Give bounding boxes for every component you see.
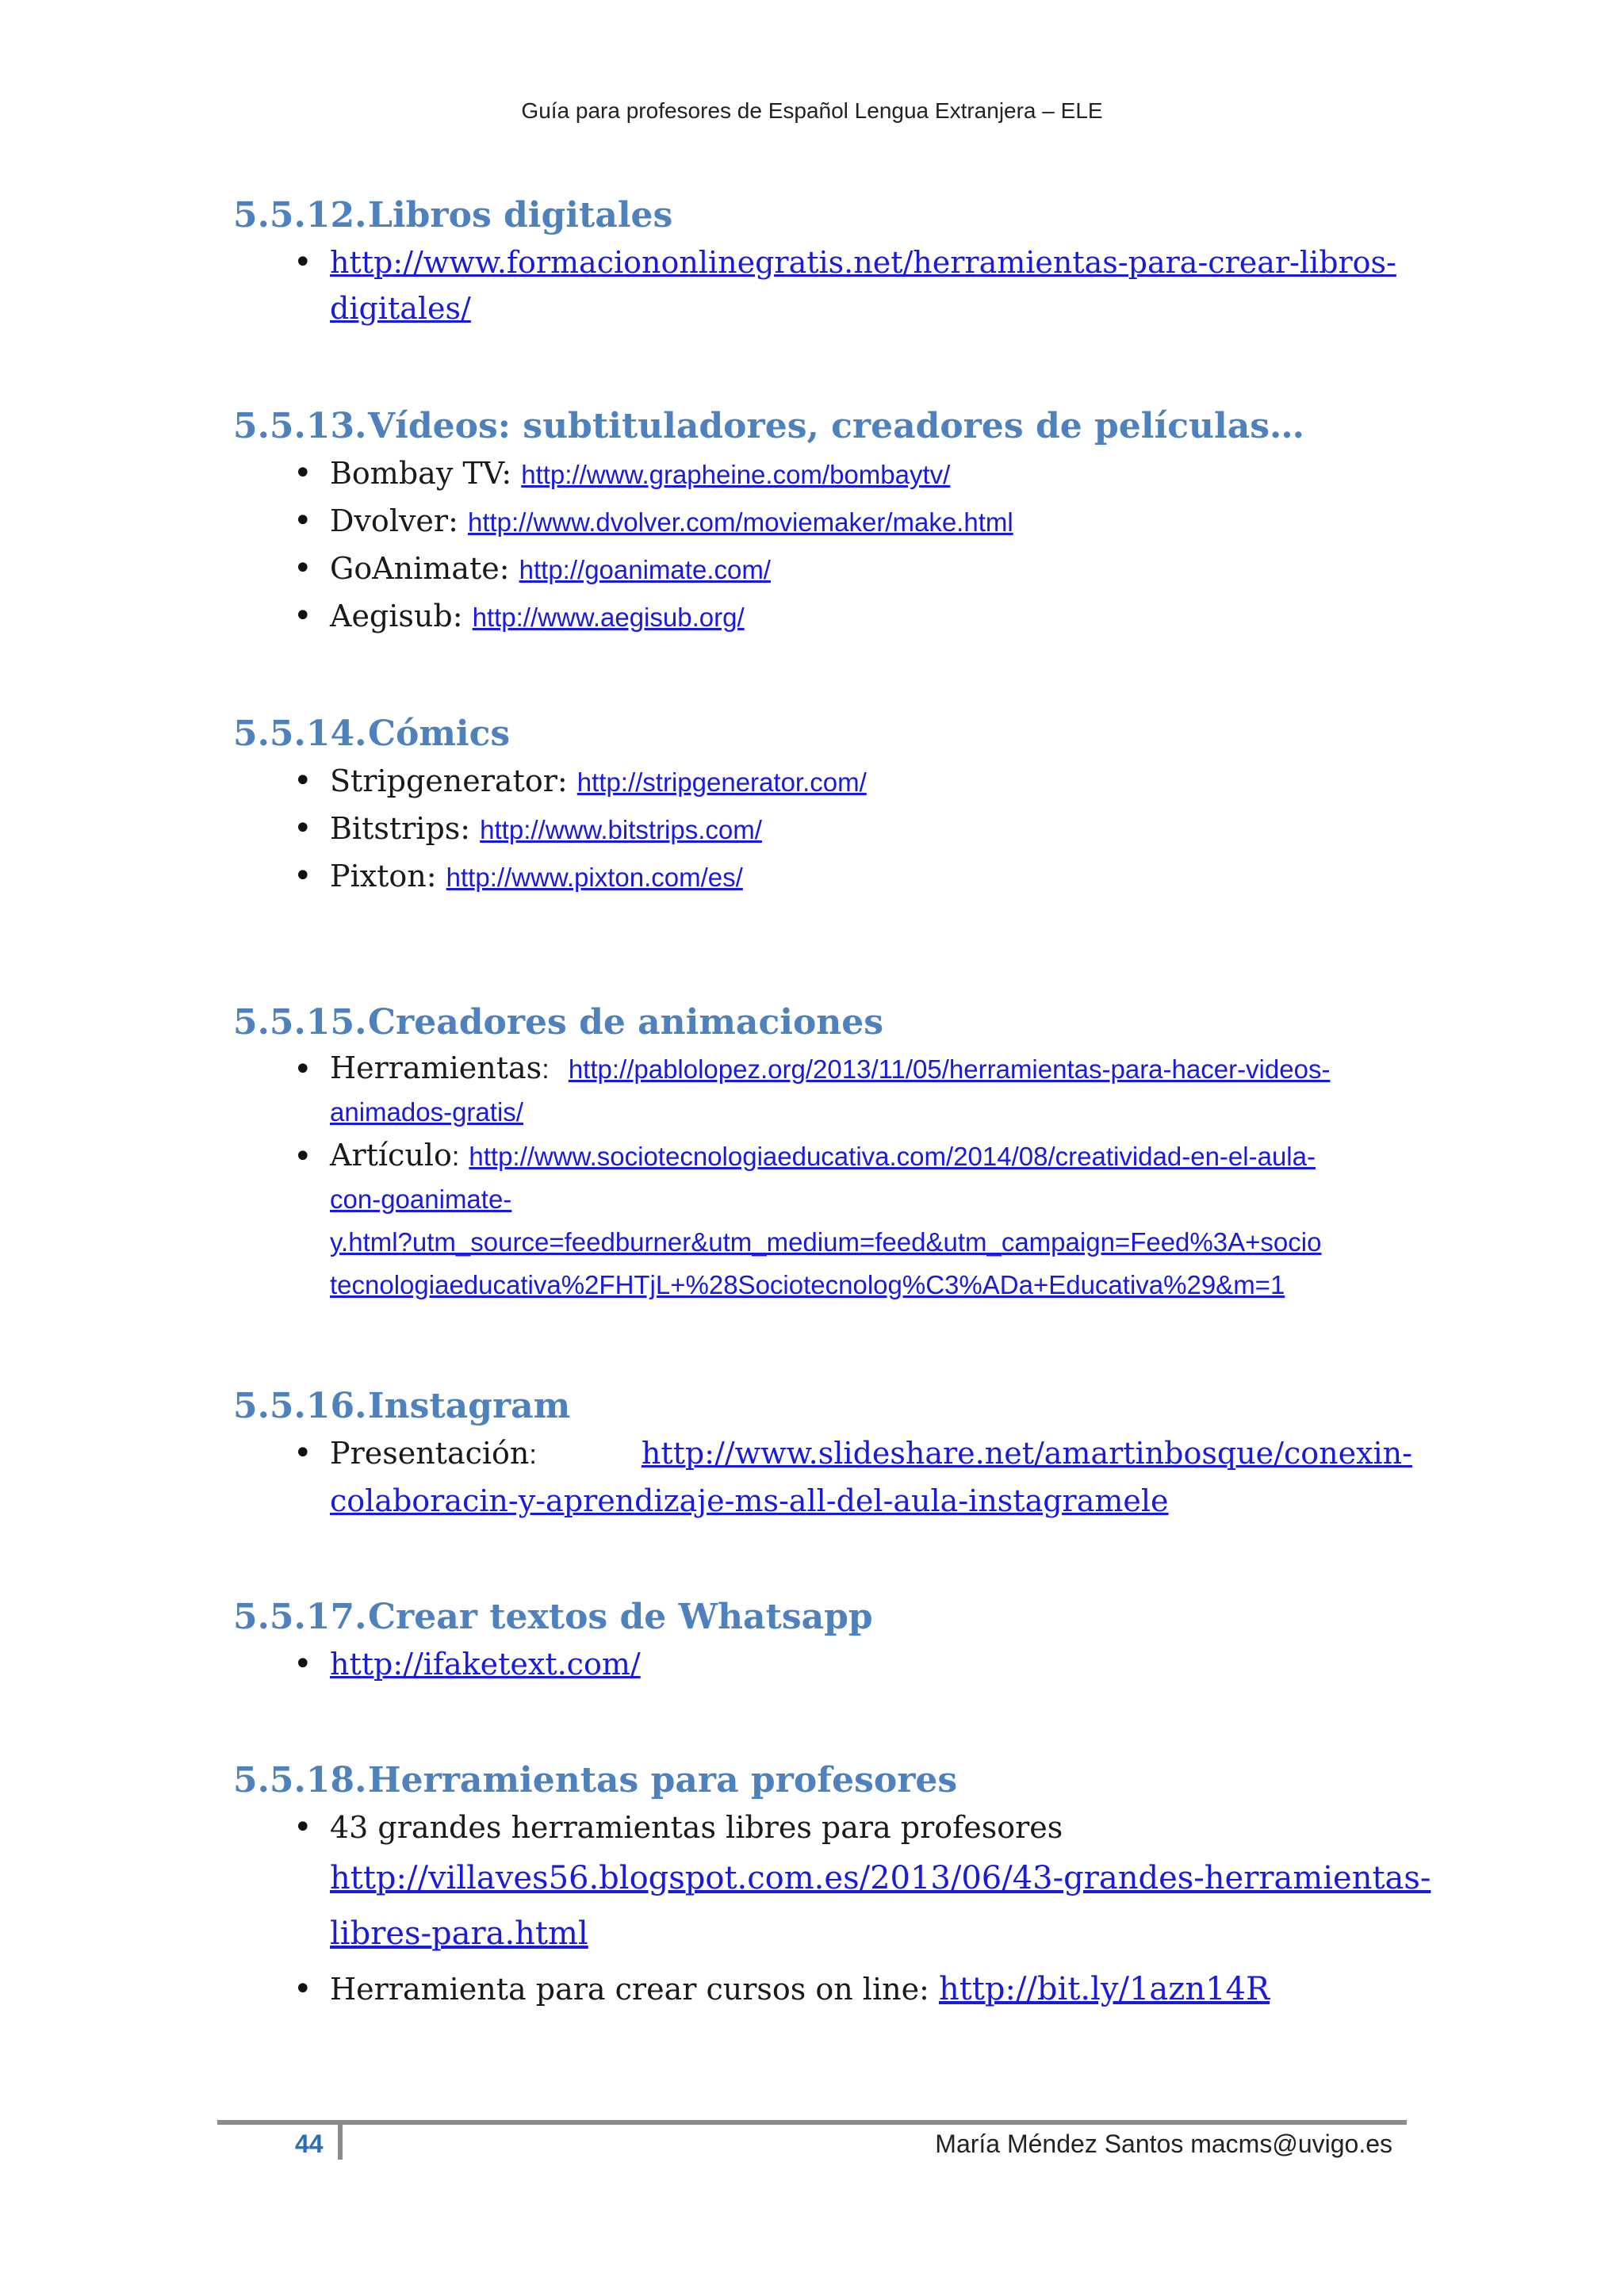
bullet-icon: • <box>293 1646 312 1682</box>
list-item <box>233 498 1399 545</box>
link-aegisub[interactable]: http://www.aegisub.org/ <box>472 603 745 632</box>
section-number: 5.5.12. <box>233 195 367 235</box>
section-whatsapp <box>233 1594 1399 1687</box>
section-title: Herramientas para profesores <box>368 1760 958 1800</box>
bullet-icon: • <box>293 503 312 539</box>
section-profesores <box>233 1757 1431 2017</box>
link-bitly[interactable]: http://bit.ly/1azn14R <box>938 1971 1270 2007</box>
section-animaciones <box>233 999 1399 1307</box>
section-number: 5.5.18. <box>233 1760 367 1800</box>
list-item <box>233 1641 1399 1687</box>
item-label: Pixton: <box>330 859 446 894</box>
list-item <box>233 853 1399 901</box>
label-colon: : <box>542 1054 550 1085</box>
section-videos <box>233 403 1399 641</box>
item-label: Presentación <box>330 1436 530 1471</box>
section-title: Cómics <box>368 714 511 754</box>
item-label: Herramienta para crear cursos on line: <box>330 1972 939 2007</box>
section-number: 5.5.16. <box>233 1386 367 1426</box>
list-item <box>233 1430 1412 1524</box>
footer-author: María Méndez Santos macms@uvigo.es <box>935 2130 1392 2158</box>
link-slideshare[interactable]: http://www.slideshare.net/amartinbosque/conexin- colaboracin-y-aprendizaje-ms-all-del-aula-instagramele <box>330 1436 1412 1518</box>
section-libros-digitales <box>233 192 1399 331</box>
link-stripgenerator[interactable]: http://stripgenerator.com/ <box>576 767 867 797</box>
item-label: Herramientas <box>330 1050 542 1085</box>
link-list <box>233 758 1399 901</box>
bullet-icon: • <box>293 455 312 492</box>
section-title: Instagram <box>368 1386 571 1426</box>
bullet-icon: • <box>293 1138 312 1175</box>
section-heading <box>233 403 1399 450</box>
section-heading <box>233 710 1399 758</box>
link-ifaketext[interactable]: http://ifaketext.com/ <box>330 1647 641 1682</box>
list-item <box>233 545 1399 593</box>
section-number: 5.5.13. <box>233 406 367 446</box>
link-pixton[interactable]: http://www.pixton.com/es/ <box>446 863 743 892</box>
link-formaciononlinegratis[interactable]: http://www.formaciononlinegratis.net/herramientas-para-crear-libros- digitales/ <box>330 245 1396 326</box>
bullet-icon: • <box>293 763 312 799</box>
bullet-icon: • <box>293 858 312 894</box>
link-villaves56[interactable]: http://villaves56.blogspot.com.es/2013/06/43-grandes-herramientas- libres-para.html <box>330 1860 1431 1952</box>
section-heading <box>233 999 1399 1047</box>
link-goanimate[interactable]: http://goanimate.com/ <box>519 555 771 584</box>
label-colon: : <box>451 1142 460 1172</box>
footer-rule <box>217 2120 1407 2125</box>
link-list <box>233 1641 1399 1687</box>
section-number: 5.5.17. <box>233 1597 367 1637</box>
list-item <box>233 593 1399 641</box>
list-item <box>233 239 1399 331</box>
footer-divider <box>338 2125 343 2160</box>
section-heading <box>233 1383 1399 1430</box>
list-item <box>233 1134 1399 1307</box>
section-comics <box>233 710 1399 901</box>
bullet-icon: • <box>293 1971 312 2007</box>
bullet-icon: • <box>293 244 312 281</box>
link-bitstrips[interactable]: http://www.bitstrips.com/ <box>480 815 762 844</box>
section-number: 5.5.15. <box>233 1002 367 1043</box>
page-number: 44 <box>295 2130 324 2158</box>
list-item <box>233 1961 1399 2017</box>
list-item <box>233 758 1399 806</box>
link-dvolver[interactable]: http://www.dvolver.com/moviemaker/make.html <box>467 507 1013 537</box>
bullet-icon: • <box>293 550 312 587</box>
bullet-icon: • <box>293 810 312 847</box>
link-bombaytv[interactable]: http://www.grapheine.com/bombaytv/ <box>521 460 951 489</box>
link-list <box>233 1804 1431 2017</box>
list-item <box>233 1047 1399 1134</box>
bullet-icon: • <box>293 1051 312 1088</box>
link-list <box>233 450 1399 641</box>
item-label: Bitstrips: <box>330 811 481 846</box>
bullet-icon: • <box>293 1809 312 1846</box>
list-item <box>233 450 1399 498</box>
section-number: 5.5.14. <box>233 714 367 754</box>
section-heading <box>233 1757 1399 1804</box>
bullet-icon: • <box>293 1435 312 1471</box>
section-title: Libros digitales <box>368 195 673 235</box>
item-label: GoAnimate: <box>330 551 519 586</box>
link-list <box>233 239 1399 331</box>
list-item <box>233 806 1399 853</box>
bullet-icon: • <box>293 598 312 634</box>
label-colon: : <box>529 1440 537 1470</box>
section-instagram <box>233 1383 1412 1524</box>
section-title: Vídeos: subtituladores, creadores de películas… <box>368 406 1304 446</box>
item-label: Stripgenerator: <box>330 763 577 798</box>
item-label: Aegisub: <box>330 599 473 633</box>
link-sociotecnologia[interactable]: http://www.sociotecnologiaeducativa.com/2014/08/creatividad-en-el-aula- con-goanimate- y.html?utm_source=feedburner&utm_medium=feed&utm_campaign=Feed%3A+socio tecnologiaeducativa%2FHTjL+%28Sociotecnolog%C3%ADa+Educativa%29&m=1 <box>330 1142 1322 1299</box>
section-title: Crear textos de Whatsapp <box>368 1597 873 1637</box>
running-head: Guía para profesores de Español Lengua Extranjera – ELE <box>521 98 1103 123</box>
item-label: Artículo <box>330 1138 452 1173</box>
item-text: 43 grandes herramientas libres para profesores <box>330 1810 1063 1845</box>
item-label: Bombay TV: <box>330 456 522 491</box>
section-heading <box>233 1594 1399 1641</box>
section-title: Creadores de animaciones <box>368 1002 884 1043</box>
link-list <box>233 1430 1412 1524</box>
item-label: Dvolver: <box>330 503 468 538</box>
link-pablolopez[interactable]: http://pablolopez.org/2013/11/05/herramientas-para-hacer-videos- animados-gratis/ <box>330 1054 1331 1127</box>
section-heading <box>233 192 1399 239</box>
list-item <box>233 1804 1431 1961</box>
link-list <box>233 1047 1399 1307</box>
